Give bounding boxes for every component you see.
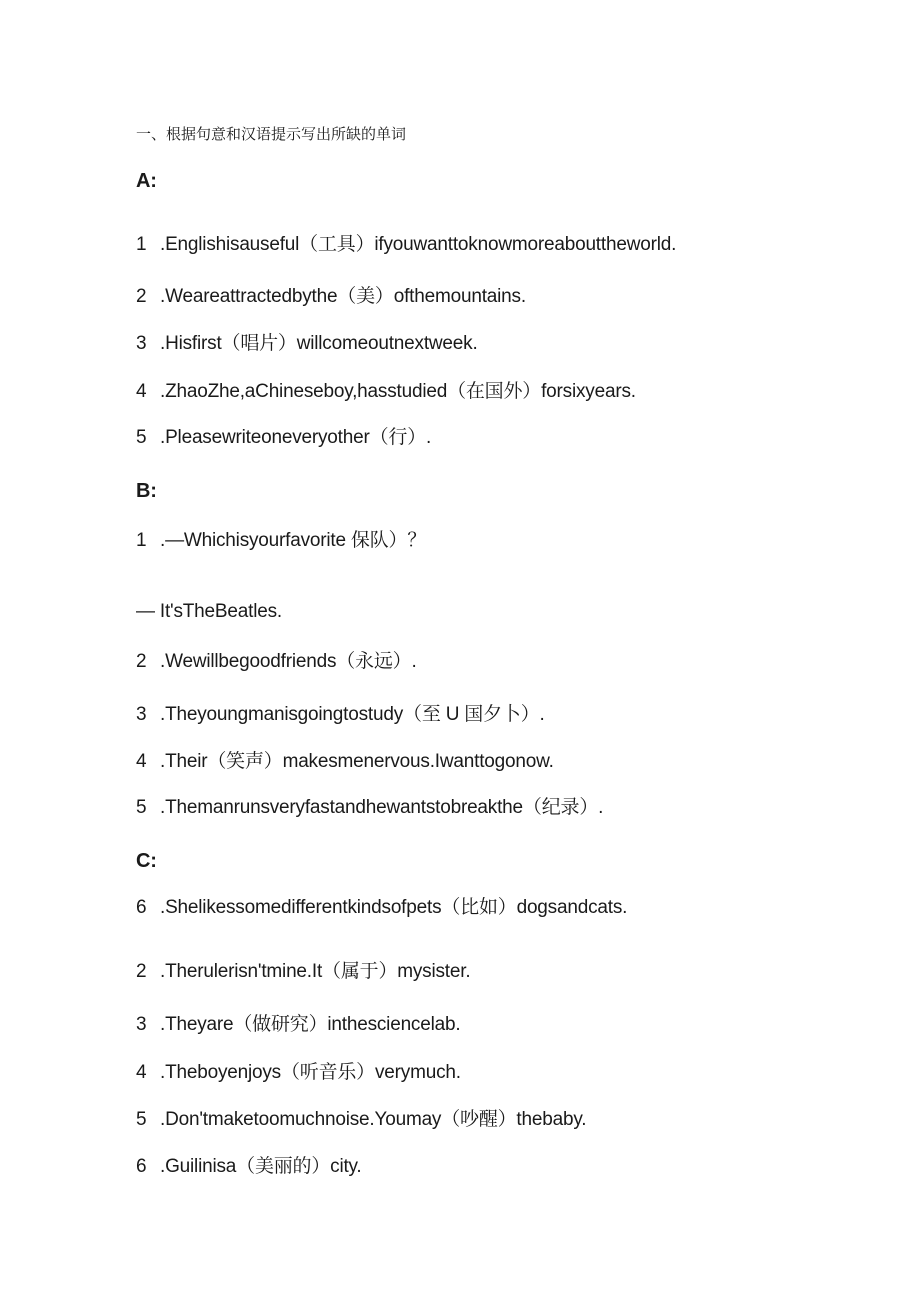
question-c-5 bbox=[136, 1108, 586, 1132]
question-number: 4 bbox=[136, 381, 147, 402]
question-number: 5 bbox=[136, 1109, 147, 1130]
question-b-4 bbox=[136, 750, 554, 774]
question-text: .Don'tmaketoomuchnoise.Youmay（吵醒）thebaby. bbox=[160, 1109, 587, 1130]
question-a-4 bbox=[136, 380, 636, 404]
question-text: .Theyoungmanisgoingtostudy（至 U 国夕卜）. bbox=[160, 704, 545, 725]
question-c-4 bbox=[136, 1061, 461, 1085]
question-number: 3 bbox=[136, 333, 147, 354]
question-text: .Weareattractedbythe（美）ofthemountains. bbox=[160, 286, 526, 307]
question-text: .Englishisauseful（工具）ifyouwanttoknowmoreabouttheworld. bbox=[160, 234, 677, 255]
question-text: .Theyare（做研究）inthesciencelab. bbox=[160, 1014, 461, 1035]
question-c-3 bbox=[136, 1013, 460, 1037]
question-b-1 bbox=[136, 529, 426, 553]
question-b-3 bbox=[136, 703, 545, 727]
section-b-heading: B: bbox=[136, 480, 157, 502]
question-number: 5 bbox=[136, 797, 147, 818]
question-number: 1 bbox=[136, 234, 147, 255]
question-number: 4 bbox=[136, 751, 147, 772]
question-number: 1 bbox=[136, 530, 147, 551]
question-number: 2 bbox=[136, 961, 147, 982]
question-a-5 bbox=[136, 426, 431, 450]
question-a-2 bbox=[136, 285, 526, 309]
question-text: .Guilinisa（美丽的）city. bbox=[160, 1156, 362, 1177]
question-number: 3 bbox=[136, 704, 147, 725]
section-c-heading: C: bbox=[136, 850, 157, 872]
question-number: 6 bbox=[136, 897, 147, 918]
question-text: .ZhaoZhe,aChineseboy,hasstudied（在国外）forsixyears. bbox=[160, 381, 636, 402]
question-number: 3 bbox=[136, 1014, 147, 1035]
question-text: .Hisfirst（唱片）willcomeoutnextweek. bbox=[160, 333, 478, 354]
question-number: 4 bbox=[136, 1062, 147, 1083]
question-number: 5 bbox=[136, 427, 147, 448]
question-c-6 bbox=[136, 1155, 362, 1179]
question-number: 6 bbox=[136, 1156, 147, 1177]
question-text: .Their（笑声）makesmenervous.Iwanttogonow. bbox=[160, 751, 554, 772]
question-text: .—Whichisyourfavorite 保队）？ bbox=[160, 530, 427, 551]
question-b-5 bbox=[136, 796, 603, 820]
section-a-heading: A: bbox=[136, 170, 157, 192]
question-a-3 bbox=[136, 332, 478, 356]
question-b-2 bbox=[136, 650, 417, 674]
question-text: .Wewillbegoodfriends（永远）. bbox=[160, 651, 417, 672]
question-a-1 bbox=[136, 233, 676, 257]
instruction-title: 一、根据句意和汉语提示写出所缺的单词 bbox=[136, 126, 407, 143]
question-c-2 bbox=[136, 960, 470, 984]
answer-b-1 bbox=[136, 600, 282, 624]
question-text: .Shelikessomedifferentkindsofpets（比如）dogsandcats. bbox=[160, 897, 628, 918]
question-text: .Theboyenjoys（听音乐）verymuch. bbox=[160, 1062, 461, 1083]
question-c-1 bbox=[136, 896, 627, 920]
question-number: 2 bbox=[136, 286, 147, 307]
question-text: .Therulerisn'tmine.It（属于）mysister. bbox=[160, 961, 471, 982]
question-text: .Themanrunsveryfastandhewantstobreakthe（纪录）. bbox=[160, 797, 604, 818]
answer-text: — It'sTheBeatles. bbox=[136, 601, 282, 622]
question-text: .Pleasewriteoneveryother（行）. bbox=[160, 427, 432, 448]
question-number: 2 bbox=[136, 651, 147, 672]
